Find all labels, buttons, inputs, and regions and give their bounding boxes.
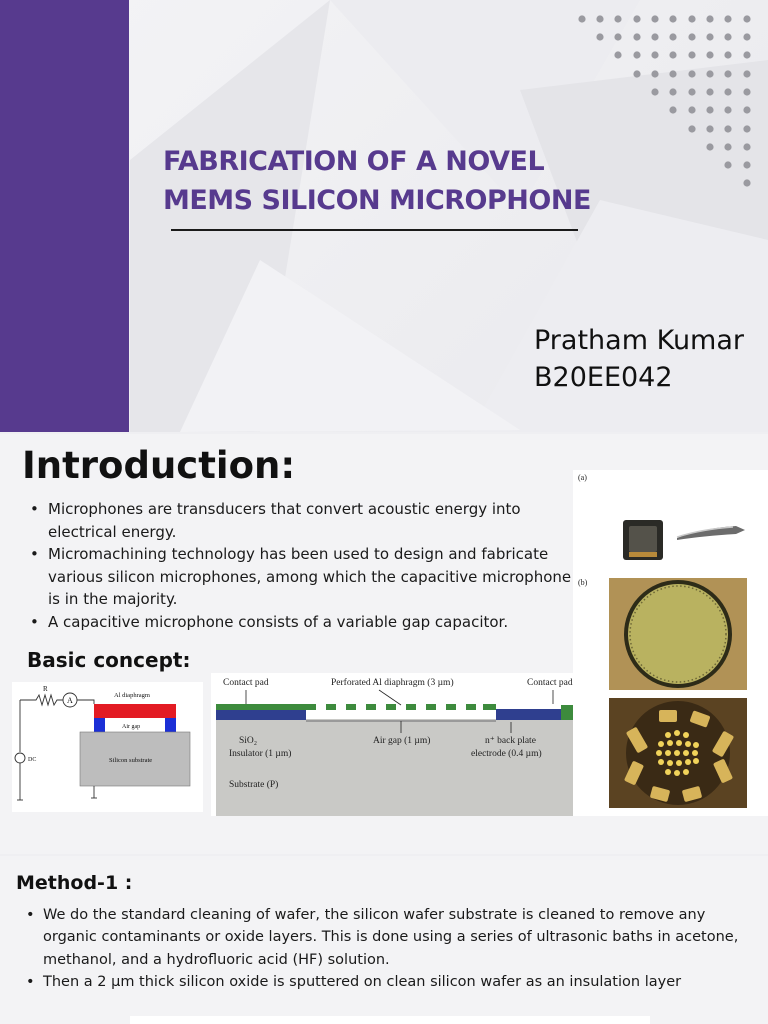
airgap-label: Air gap xyxy=(122,724,141,730)
introduction-slide xyxy=(0,434,768,854)
fabricated-device-photos xyxy=(573,470,768,816)
title-line-2: MEMS SILICON MICROPHONE xyxy=(163,185,591,216)
perforated-diaphragm-label: Perforated Al diaphragm (3 µm) xyxy=(331,678,454,688)
dc-source-label: DC xyxy=(28,757,37,763)
airgap-thickness-label: Air gap (1 µm) xyxy=(373,736,431,746)
author-id: B20EE042 xyxy=(534,362,673,393)
substrate-type-label: Substrate (P) xyxy=(229,780,279,790)
backplate-thickness-label: electrode (0.4 µm) xyxy=(471,749,542,759)
substrate-label: Silicon substrate xyxy=(109,757,153,764)
method-slide xyxy=(0,856,768,1024)
contact-pad-right-label: Contact pad xyxy=(527,678,573,688)
list-item: • Microphones are transducers that convert acoustic energy into electrical energy. xyxy=(30,498,575,543)
contact-pad-left-label: Contact pad xyxy=(223,678,269,688)
list-item: • Then a 2 µm thick silicon oxide is sputtered on clean silicon wafer as an insulation layer xyxy=(26,971,741,993)
author-block xyxy=(534,322,744,396)
capacitor-circuit-figure xyxy=(12,682,203,812)
insulator-label: Insulator (1 µm) xyxy=(229,749,292,759)
accent-sidebar xyxy=(0,0,129,432)
list-item: • A capacitive microphone consists of a variable gap capacitor. xyxy=(30,611,575,634)
title-slide xyxy=(0,0,768,432)
microphone-cross-section-figure xyxy=(211,673,591,816)
list-item: • Micromachining technology has been used to design and fabricate various silicon microphones, among which the capacitive microphone is in the majority. xyxy=(30,543,575,611)
title-line-1: FABRICATION OF A NOVEL xyxy=(163,146,545,177)
slide-title xyxy=(163,142,633,220)
photo-b-label: (b) xyxy=(578,578,588,587)
diaphragm-label: Al diaphragm xyxy=(114,692,150,699)
author-name: Pratham Kumar xyxy=(534,325,745,356)
method-heading: Method-1 : xyxy=(16,872,133,894)
photo-a-label: (a) xyxy=(578,473,587,482)
basic-concept-heading: Basic concept: xyxy=(27,648,191,672)
title-underline xyxy=(171,229,578,231)
introduction-heading: Introduction: xyxy=(22,444,296,487)
method-bullet-list xyxy=(26,904,741,993)
ammeter-label: A xyxy=(67,696,73,705)
slide-bottom-strip xyxy=(130,1016,650,1024)
sio2-label: SiO₂ xyxy=(239,736,258,746)
backplate-label: n⁺ back plate xyxy=(485,736,536,746)
resistor-label: R xyxy=(43,685,48,693)
introduction-bullet-list xyxy=(30,498,575,634)
list-item: • We do the standard cleaning of wafer, the silicon wafer substrate is cleaned to remove any organic contaminants or oxide layers. This is done using a series of ultrasonic baths in acetone, methanol, and a hydrofluoric acid (HF) solution. xyxy=(26,904,741,971)
